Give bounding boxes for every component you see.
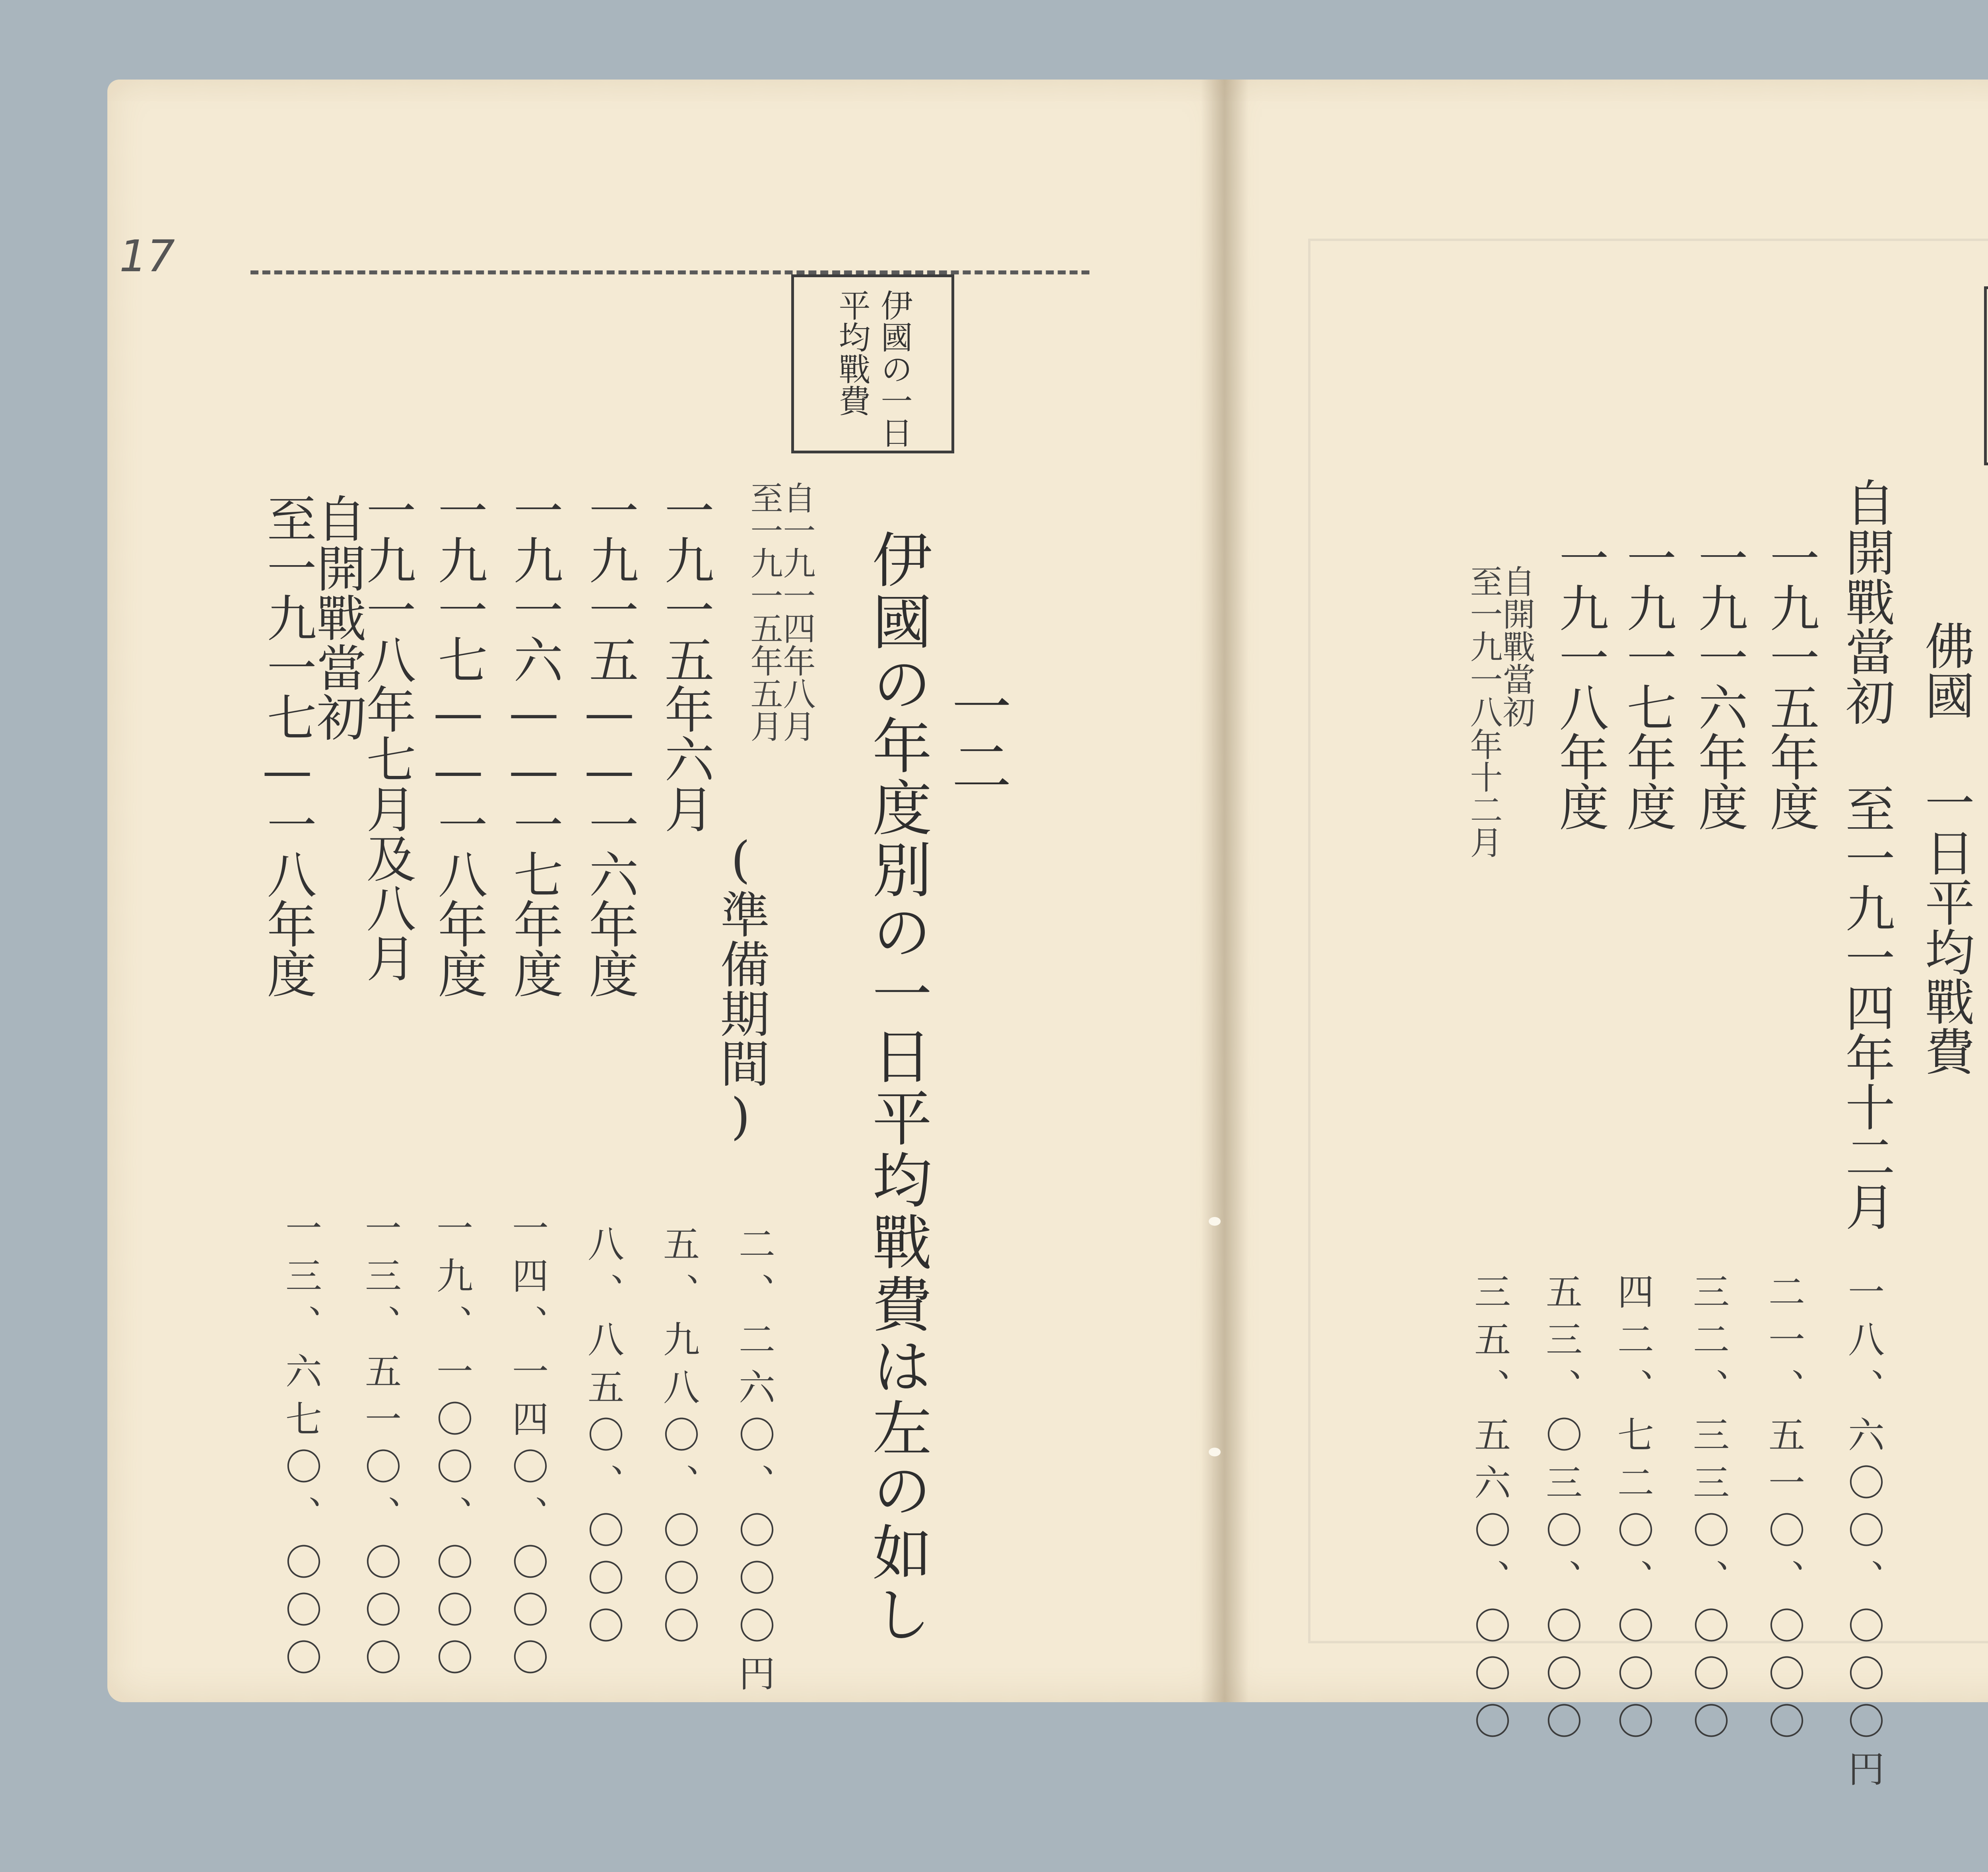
period-note: (準備期間) [712,831,769,1145]
amount-value: 八、八五〇、〇〇〇 [582,1225,624,1654]
period-label: 自開戰當初 至一九一四年十二月 [1837,477,1895,1231]
period-label: 一九一七——一八年度 [429,485,487,998]
sub-heading: 佛國 一日平均戰費 [1916,620,1974,1076]
box-label [1984,286,1988,465]
binding-stitch [1209,1217,1221,1226]
amount-value: 一三、五一〇、〇〇〇 [359,1209,402,1686]
box-label-line: 平均戰費 [833,289,870,416]
amount-value: 五三、〇三〇、〇〇〇 [1540,1273,1582,1750]
period-label: 一九一五——一六年度 [580,485,638,998]
amount-value: 三二、三三〇、〇〇〇 [1687,1273,1730,1750]
amount-value: 三五、五六〇、〇〇〇 [1468,1273,1511,1750]
period-label: 一九一八年七月及八月 [358,485,415,982]
period-label: 一九一六——一七年度 [505,485,563,998]
period-label: 一九一七年度 [1618,533,1676,831]
amount-value: 一三、六七〇、〇〇〇 [280,1209,322,1686]
period-label: 一九一五年六月 [656,485,714,833]
amount-value: 四二、七二〇、〇〇〇 [1611,1273,1654,1750]
period-label: 一九一八年度 [1551,533,1608,831]
period-label: 自一九一四年八月 至一九一五年五月 [745,481,815,742]
amount-value: 二一、五一〇、〇〇〇 [1763,1273,1805,1750]
book-gutter [1201,80,1248,1702]
amount-value: 一九、一〇〇、〇〇〇 [431,1209,473,1686]
box-label-line: 伊國の一日 [876,289,912,448]
section-number: 一二 [942,676,1011,795]
amount-value: 一四、一四〇、〇〇〇 [506,1209,549,1686]
box-label [791,274,954,453]
amount-value: 一八、六〇〇、〇〇〇円 [1842,1273,1885,1798]
top-rule [250,270,1089,274]
period-label: 一九一六年度 [1690,533,1747,831]
section-title: 伊國の年度別の一日平均戰費は左の如し [862,529,931,1646]
period-label: 一九一五年度 [1761,533,1819,831]
period-label: 自開戰當初 至一九一七—一八年度 [258,493,366,998]
amount-value: 二、二六〇、〇〇〇円 [733,1225,775,1702]
period-label: 自開戰當初 至一九一八年十二月 [1465,565,1535,858]
binding-stitch [1209,1448,1221,1456]
amount-value: 五、九八〇、〇〇〇 [657,1225,700,1654]
page-number: 17 [119,231,175,282]
